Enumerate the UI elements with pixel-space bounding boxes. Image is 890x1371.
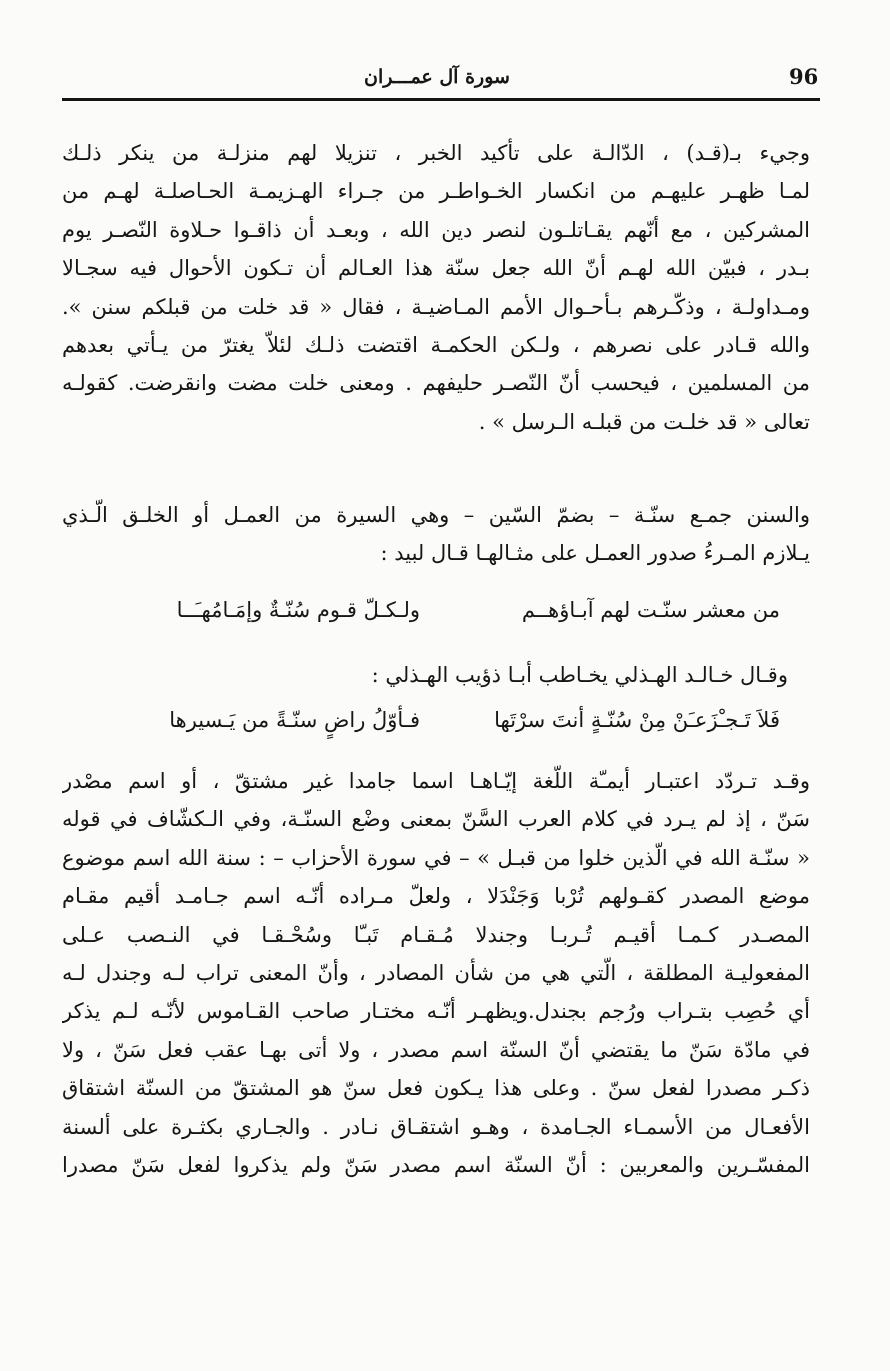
text-line: أي حُصِب بتـراب ورُجم بجندل.ويظهـر أنّـه مختـار صاحب القـاموس لأنّـه لـم يذكر: [62, 999, 810, 1024]
text-line: والله قـادر على نصرهم ، ولـكن الحكمـة اقتضت ذلـك لئلاّ يغترّ من يـأتي بعدهم: [62, 332, 810, 357]
paragraph-3: [62, 762, 810, 1184]
verse-hemistich-second: فـأوّلُ راضٍ سنّـةً من يَـسيرها: [169, 708, 420, 732]
text-line: لمـا ظهـر عليهـم من انكسار الخـواطـر من جـراء الهـزيمـة الحـاصلـة لهـم من: [62, 179, 810, 204]
running-title: سورة آل عمـــران: [364, 66, 510, 88]
verse-introduction: وقـال خـالـد الهـذلي يخـاطب أبـا ذؤيب الهـذلي :: [371, 663, 788, 687]
paragraph-1: [62, 134, 810, 441]
text-line: يـلازم المـرءُ صدور العمـل على مثـالهـا قـال لبيد :: [380, 541, 810, 566]
text-line: من المسلمين ، فيحسب أنّ النّصـر حليفهم . ومعنى خلت مضت وانقرضت. كقولـه: [62, 371, 810, 396]
text-line: ومـداولـة ، وذكّـرهم بـأحـوال الأمم المـاضيـة ، فقال « قد خلت من قبلكم سنن ».: [62, 294, 810, 319]
text-line: المشركين ، مع أنّهم يقـاتلـون لنصر دين الله ، وبعـد أن ذاقـوا حـلاوة النّصـر يوم: [62, 217, 810, 242]
verse-hemistich-second: ولـكـلّ قـوم سُنّـةٌ وإمَـامُهـَــا: [176, 598, 420, 622]
text-line: بـدر ، فبيّن الله لهـم أنّ الله جعل سنّة هذا العـالم أن تـكون الأحوال فيه سجـالا: [62, 256, 810, 281]
verse-hemistich-first: من معشر سنّـت لهم آبـاؤهــم: [521, 598, 780, 622]
text-line: وجيء بـ(قـد) ، الدّالـة على تأكيد الخبر ، تنزيلا لهم منزلـة من ينكر ذلـك: [62, 141, 810, 165]
page-header: [62, 58, 820, 104]
text-line: المفسّـرين والمعربين : أنّ السنّة اسم مصدر سَنّ ولم يذكروا لفعل سَنّ مصدرا: [62, 1152, 810, 1177]
poem-verse-2: [62, 700, 810, 740]
verse-hemistich-first: فَلاَ تَـجـْزَعـَنْ مِنْ سُنّـةٍ أنتَ سرْتَها: [494, 708, 780, 732]
text-line: في مادّة سَنّ ما يقتضي أنّ السنّة اسم مصدر ، ولا أتى بهـا عقب فعل سَنّ ، ولا: [62, 1037, 810, 1062]
text-line: « سنّـة الله في الّذين خلوا من قبـل » – في سورة الأحزاب – : سنة الله اسم موضوع: [62, 845, 810, 870]
text-line: المصـدر كـمـا أقيـم تُـربـا وجندلا مُـقـام تَبـّا وسُحْـقـا في النـصب عـلى: [62, 922, 810, 947]
paragraph-2: [62, 496, 810, 573]
text-line: موضع المصدر كقـولهم تُرْبا وَجَنْدَلا ، ولعلّ مـراده أنّـه اسم جـامـد أقيم مقـام: [62, 884, 810, 909]
page-number: 96: [789, 64, 819, 89]
text-line: تعالى « قد خلـت من قبلـه الـرسل » .: [478, 409, 810, 434]
text-line: سَنّ ، إذ لم يـرد في كلام العرب السَّنّ بمعنى وضْع السنّـة، وفي الـكشّاف في قوله: [62, 807, 810, 832]
text-line: الأفعـال من الأسمـاء الجـامدة ، وهـو اشتقـاق نـادر . والجـاري بكثـرة على ألسنة: [62, 1114, 810, 1139]
text-line: المفعوليـة المطلقة ، الّتي هي من شأن المصادر ، وأنّ المعنى تراب لـه وجندل لـه: [62, 960, 810, 985]
text-line: ذكـر مصدرا لفعل سنّ . وعلى هذا يـكون فعل سنّ هو المشتقّ من السنّة اشتقاق: [62, 1076, 810, 1101]
text-line: وقـد تـردّد اعتبـار أيمـّة اللّغة إيّـاهـا اسما جامدا غير مشتقّ ، أو اسم مصْدر: [62, 769, 810, 793]
header-rule: [62, 98, 820, 101]
poem-verse-1: [62, 590, 810, 630]
text-line: والسنن جمـع سنّـة – بضمّ السّين – وهي السيرة من العمـل أو الخلـق الّـذي: [62, 503, 810, 527]
